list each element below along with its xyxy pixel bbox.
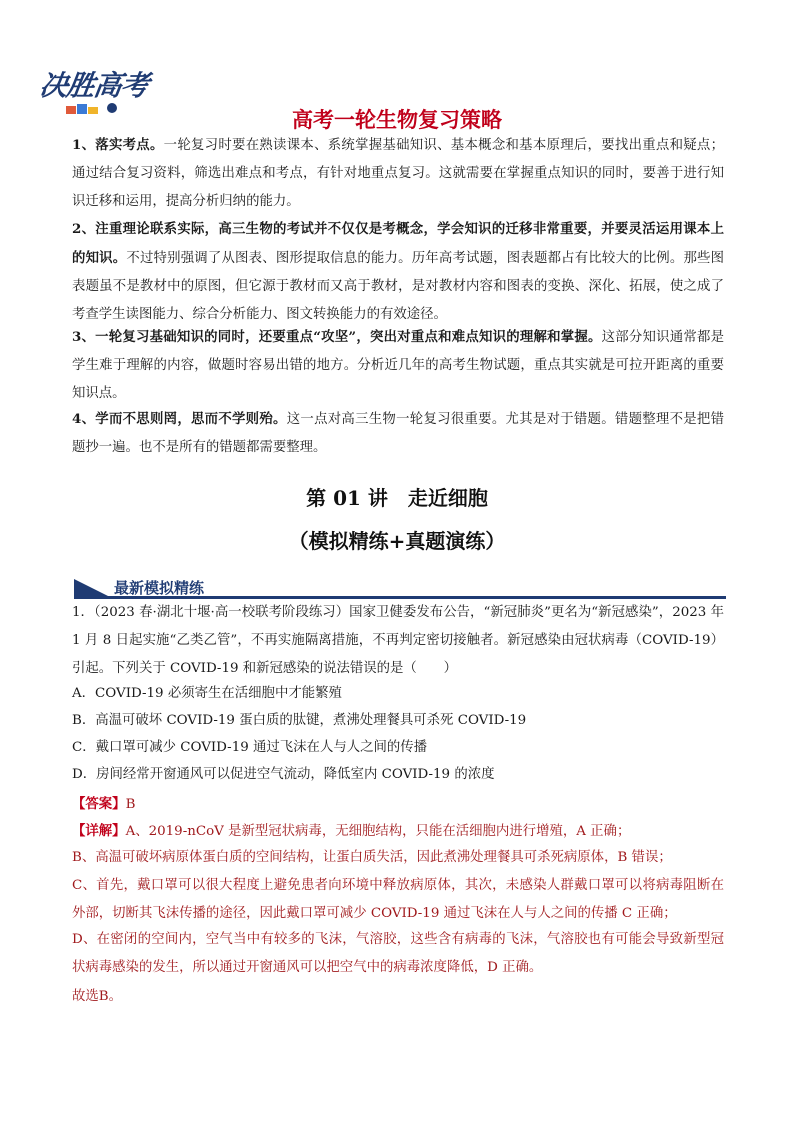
lesson-subtitle: （模拟精练+真题演练） — [288, 529, 506, 553]
strategy-item-4-lead: 4、学而不思则罔，思而不学则殆。 — [72, 411, 287, 427]
detail-d: D、在密闭的空间内，空气当中有较多的飞沫，气溶胶，这些含有病毒的飞沫，气溶胶也有可能会导致新型冠状病毒感染的发生，所以通过开窗通风可以把空气中的病毒浓度降低，D 正确。 — [72, 932, 724, 975]
strategy-item-2-lead: 2、注重理论联系实际，高三生物的考试并不仅仅是考概念，学会知识的迁移非常重要，并要灵活运用课本上的知识。 — [72, 221, 724, 266]
strategy-item-3-body: 这部分知识通常都是学生难于理解的内容，做题时容易出错的地方。分析近几年的高考生物试题，重点其实就是可拉开距离的重要知识点。 — [72, 330, 724, 401]
detail-c: C、首先，戴口罩可以很大程度上避免患者向环境中释放病原体，其次，未感染人群戴口罩可以将病毒阻断在外部，切断其飞沫传播的途径，因此戴口罩可减少 COVID-19 通过飞沫在人与人之间的传播 C 正确； — [72, 878, 724, 921]
option-b: B．高温可破坏 COVID-19 蛋白质的肽键，煮沸处理餐具可杀死 COVID-19 — [72, 713, 527, 728]
lesson-title: 第 01 讲 走近细胞 — [306, 486, 488, 510]
option-d: D．房间经常开窗通风可以促进空气流动，降低室内 COVID-19 的浓度 — [72, 767, 495, 782]
strategy-item-3 — [72, 323, 724, 408]
detail-b: B、高温可破坏病原体蛋白质的空间结构，让蛋白质失活，因此煮沸处理餐具可杀死病原体，B 错误； — [72, 850, 672, 865]
option-a: A．COVID-19 必须寄生在活细胞中才能繁殖 — [72, 686, 342, 701]
strategy-item-1-body: 一轮复习时要在熟读课本、系统掌握基础知识、基本概念和基本原理后，要找出重点和疑点；通过结合复习资料，筛选出难点和考点，有针对地重点复习。这就需要在掌握重点知识的同时，要善于进行知识迁移和运用，提高分析归纳的能力。 — [72, 138, 724, 209]
detail-a — [72, 817, 724, 846]
section-header-label: 最新模拟精练 — [114, 579, 205, 597]
answer-value: B — [125, 797, 136, 812]
strategy-item-1-lead: 1、落实考点。 — [72, 137, 164, 153]
strategy-item-1 — [72, 131, 724, 216]
conclusion: 故选B。 — [72, 989, 123, 1004]
question-stem: 1．（2023 春·湖北十堰·高一校联考阶段练习）国家卫健委发布公告，“新冠肺炎”更名为“新冠感染”，2023 年 1 月 8 日起实施“乙类乙管”，不再实施隔离措施，不再判定密切接触者。新冠感染由冠状病毒（COVID-19）引起。下列关于 COVID-19 和新冠感染的说法错误的是（ ） — [72, 605, 724, 676]
strategy-item-2-body: 不过特别强调了从图表、图形提取信息的能力。历年高考试题，图表题都占有比较大的比例。那些图表题虽不是教材中的原图，但它源于教材而又高于教材，是对教材内容和图表的变换、深化、拓展，使之成了考查学生读图能力、综合分析能力、图文转换能力的有效途径。 — [72, 251, 725, 322]
answer-label: 【答案】 — [72, 796, 126, 812]
section-header — [74, 579, 726, 599]
option-c: C．戴口罩可减少 COVID-19 通过飞沫在人与人之间的传播 — [72, 740, 428, 755]
strategy-item-4-body: 这一点对高三生物一轮复习很重要。尤其是对于错题。错题整理不是把错题抄一遍。也不是所有的错题都需要整理。 — [72, 412, 724, 455]
answer-line — [72, 790, 724, 819]
detail-label: 【详解】 — [72, 823, 126, 839]
logo-text: 决胜高考 — [37, 69, 151, 102]
strategy-title: 高考一轮生物复习策略 — [292, 108, 502, 132]
strategy-item-4 — [72, 405, 724, 462]
strategy-item-2 — [72, 215, 724, 329]
detail-a-text: A、2019-nCoV 是新型冠状病毒，无细胞结构，只能在活细胞内进行增殖，A 正确； — [125, 824, 631, 839]
strategy-item-3-lead: 3、一轮复习基础知识的同时，还要重点“攻坚”，突出对重点和难点知识的理解和掌握。 — [72, 329, 602, 345]
